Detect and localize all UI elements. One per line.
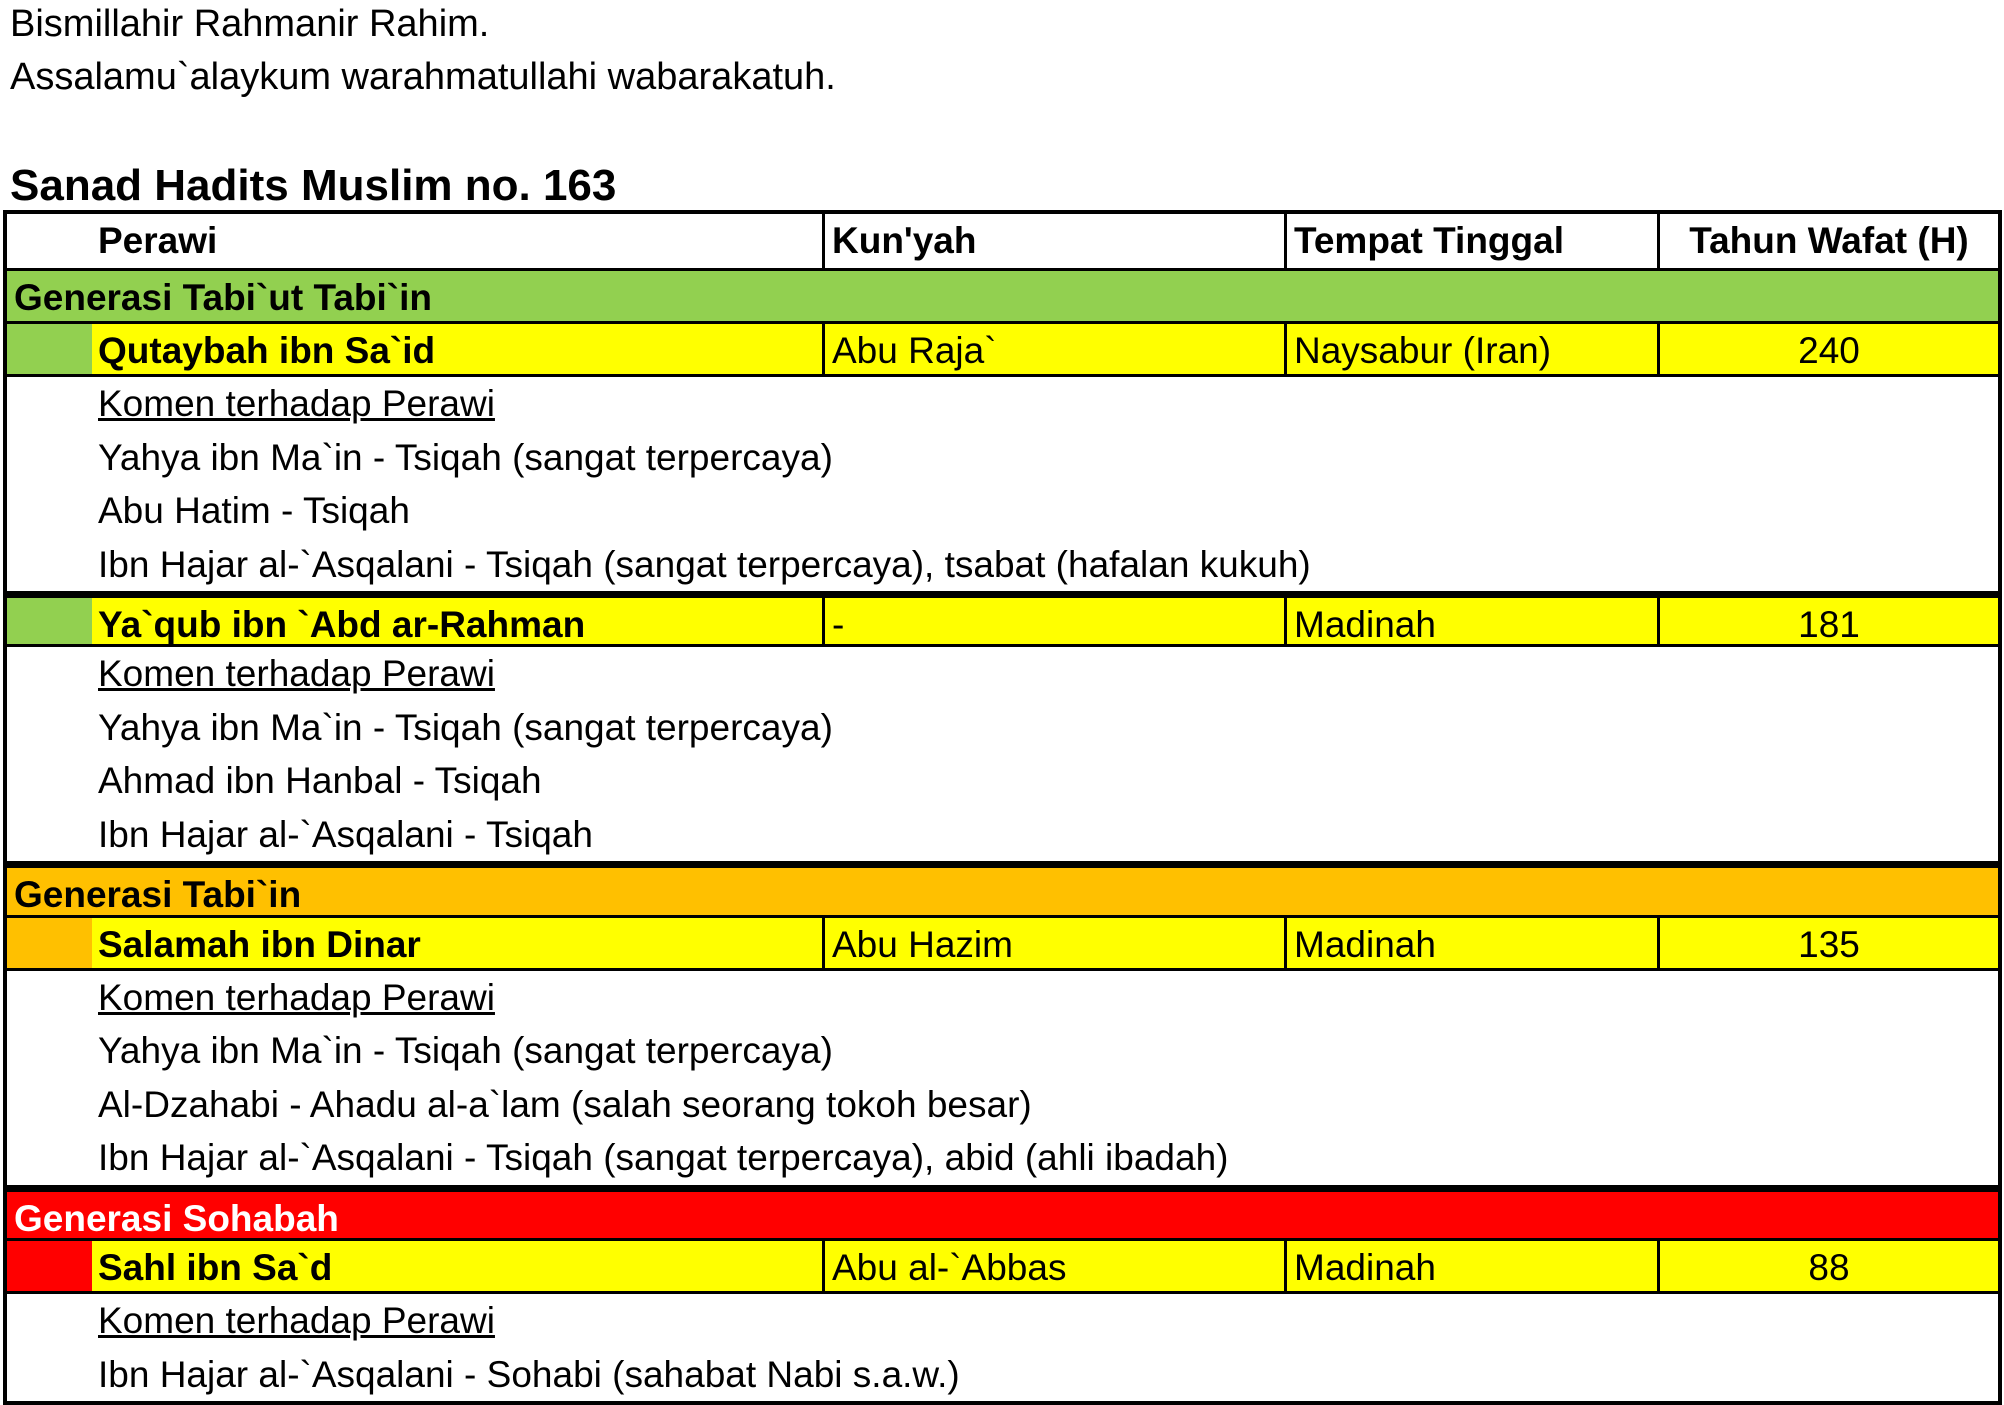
generation-row (7, 268, 1998, 322)
comment-text: Ibn Hajar al-`Asqalani - Tsiqah (sangat terpercaya), tsabat (hafalan kukuh) (98, 543, 1311, 585)
comment-row (7, 1078, 1998, 1132)
comment-text: Yahya ibn Ma`in - Tsiqah (sangat terpercaya) (98, 436, 833, 478)
comment-text: Ahmad ibn Hanbal - Tsiqah (98, 760, 542, 801)
comment-row (7, 538, 1998, 592)
generation-marker (7, 324, 92, 374)
narrator-row (7, 591, 1998, 647)
comment-text: Ibn Hajar al-`Asqalani - Tsiqah (sangat terpercaya), abid (ahli ibadah) (98, 1137, 1229, 1178)
comment-text: Yahya ibn Ma`in - Tsiqah (sangat terpercaya) (98, 706, 833, 748)
comment-row (7, 808, 1998, 862)
header-tempat: Tempat Tinggal (1284, 214, 1657, 268)
comment-text: Ibn Hajar al-`Asqalani - Tsiqah (98, 813, 593, 855)
narrator-name: Qutaybah ibn Sa`id (92, 324, 822, 374)
narrator-wafat: 88 (1657, 1241, 1998, 1291)
generation-label: Generasi Tabi`ut Tabi`in (14, 276, 433, 318)
comment-heading-row (7, 971, 1998, 1025)
comment-row (7, 754, 1998, 808)
narrator-tempat: Madinah (1284, 918, 1657, 968)
comment-row (7, 701, 1998, 755)
narrator-kunyah: Abu Hazim (822, 918, 1284, 968)
narrator-tempat: Madinah (1284, 598, 1657, 644)
comment-text: Ibn Hajar al-`Asqalani - Sohabi (sahabat Nabi s.a.w.) (98, 1353, 960, 1395)
comment-row (7, 1024, 1998, 1078)
generation-label: Generasi Sohabah (14, 1197, 339, 1238)
generation-marker (7, 1241, 92, 1291)
generation-label: Generasi Tabi`in (14, 874, 302, 915)
header-spacer (7, 214, 92, 268)
narrator-kunyah: Abu Raja` (822, 324, 1284, 374)
narrator-wafat: 181 (1657, 598, 1998, 644)
intro-line-2: Assalamu`alaykum warahmatullahi wabarakatuh. (10, 56, 836, 98)
page-title: Sanad Hadits Muslim no. 163 (10, 161, 617, 210)
narrator-name: Sahl ibn Sa`d (92, 1241, 822, 1291)
comment-row (7, 431, 1998, 485)
generation-marker (7, 918, 92, 968)
comment-row (7, 1131, 1998, 1185)
narrator-tempat: Madinah (1284, 1241, 1657, 1291)
generation-row (7, 1185, 1998, 1239)
narrator-row (7, 1238, 1998, 1294)
comment-text: Abu Hatim - Tsiqah (98, 490, 410, 531)
header-wafat: Tahun Wafat (H) (1657, 214, 1998, 268)
comment-heading: Komen terhadap Perawi (98, 1300, 495, 1341)
comment-text: Al-Dzahabi - Ahadu al-a`lam (salah seorang tokoh besar) (98, 1083, 1032, 1125)
comment-row (7, 484, 1998, 538)
narrator-name: Salamah ibn Dinar (92, 918, 822, 968)
narrator-tempat: Naysabur (Iran) (1284, 324, 1657, 374)
header-kunyah: Kun'yah (822, 214, 1284, 268)
comment-text: Yahya ibn Ma`in - Tsiqah (sangat terpercaya) (98, 1030, 833, 1071)
narrator-kunyah: - (822, 598, 1284, 644)
narrator-wafat: 135 (1657, 918, 1998, 968)
comment-heading: Komen terhadap Perawi (98, 383, 495, 424)
narrator-row (7, 915, 1998, 971)
comment-heading-row (7, 1294, 1998, 1348)
comment-row (7, 1348, 1998, 1402)
sanad-table (3, 210, 2002, 1405)
comment-heading-row (7, 647, 1998, 701)
comment-heading: Komen terhadap Perawi (98, 653, 495, 694)
generation-marker (7, 598, 92, 644)
generation-row (7, 861, 1998, 915)
narrator-name: Ya`qub ibn `Abd ar-Rahman (92, 598, 822, 644)
intro-line-1: Bismillahir Rahmanir Rahim. (10, 3, 490, 45)
header-perawi: Perawi (98, 220, 218, 261)
narrator-row (7, 321, 1998, 377)
narrator-kunyah: Abu al-`Abbas (822, 1241, 1284, 1291)
comment-heading-row (7, 377, 1998, 431)
header-row (7, 214, 1998, 268)
narrator-wafat: 240 (1657, 324, 1998, 374)
comment-heading: Komen terhadap Perawi (98, 976, 495, 1018)
